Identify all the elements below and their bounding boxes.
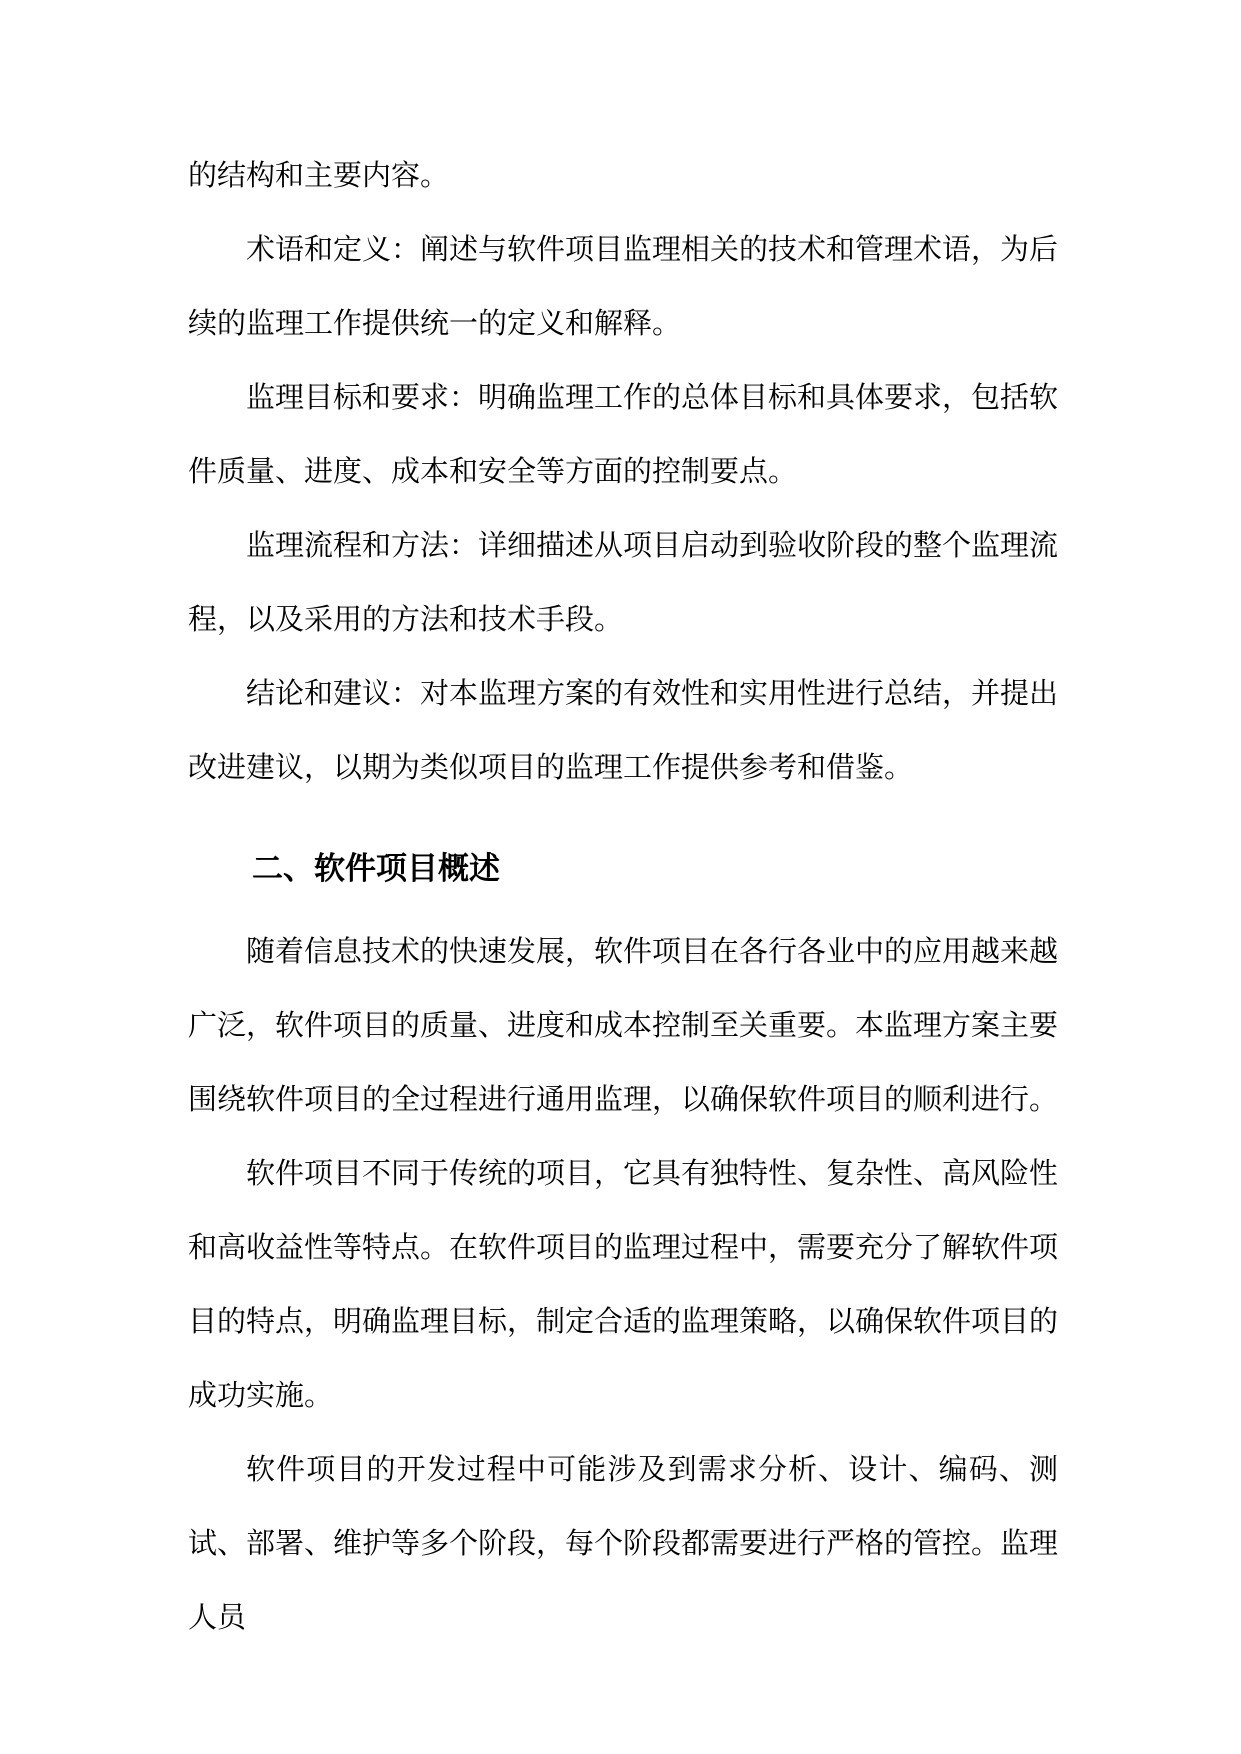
paragraph-conclusion-suggestions: 结论和建议：对本监理方案的有效性和实用性进行总结，并提出改进建议，以期为类似项目的监理工作提供参考和借鉴。	[188, 676, 1059, 784]
paragraph-terms-definitions: 术语和定义：阐述与软件项目监理相关的技术和管理术语，为后续的监理工作提供统一的定义和解释。	[188, 232, 1059, 340]
paragraph-process-methods: 监理流程和方法：详细描述从项目启动到验收阶段的整个监理流程，以及采用的方法和技术手段。	[188, 528, 1059, 636]
document-body	[188, 138, 1058, 1654]
section-heading: 二、软件项目概述	[252, 851, 500, 887]
paragraph-overview-2: 软件项目不同于传统的项目，它具有独特性、复杂性、高风险性和高收益性等特点。在软件项目的监理过程中，需要充分了解软件项目的特点，明确监理目标，制定合适的监理策略，以确保软件项目的成功实施。	[188, 1156, 1059, 1412]
paragraph-continuation: 的结构和主要内容。	[188, 158, 450, 192]
paragraph-overview-1: 随着信息技术的快速发展，软件项目在各行各业中的应用越来越广泛，软件项目的质量、进度和成本控制至关重要。本监理方案主要围绕软件项目的全过程进行通用监理，以确保软件项目的顺利进行。	[188, 934, 1059, 1116]
paragraph-overview-3: 软件项目的开发过程中可能涉及到需求分析、设计、编码、测试、部署、维护等多个阶段，每个阶段都需要进行严格的管控。监理人员	[188, 1452, 1059, 1634]
paragraph-goals-requirements: 监理目标和要求：明确监理工作的总体目标和具体要求，包括软件质量、进度、成本和安全等方面的控制要点。	[188, 380, 1059, 488]
